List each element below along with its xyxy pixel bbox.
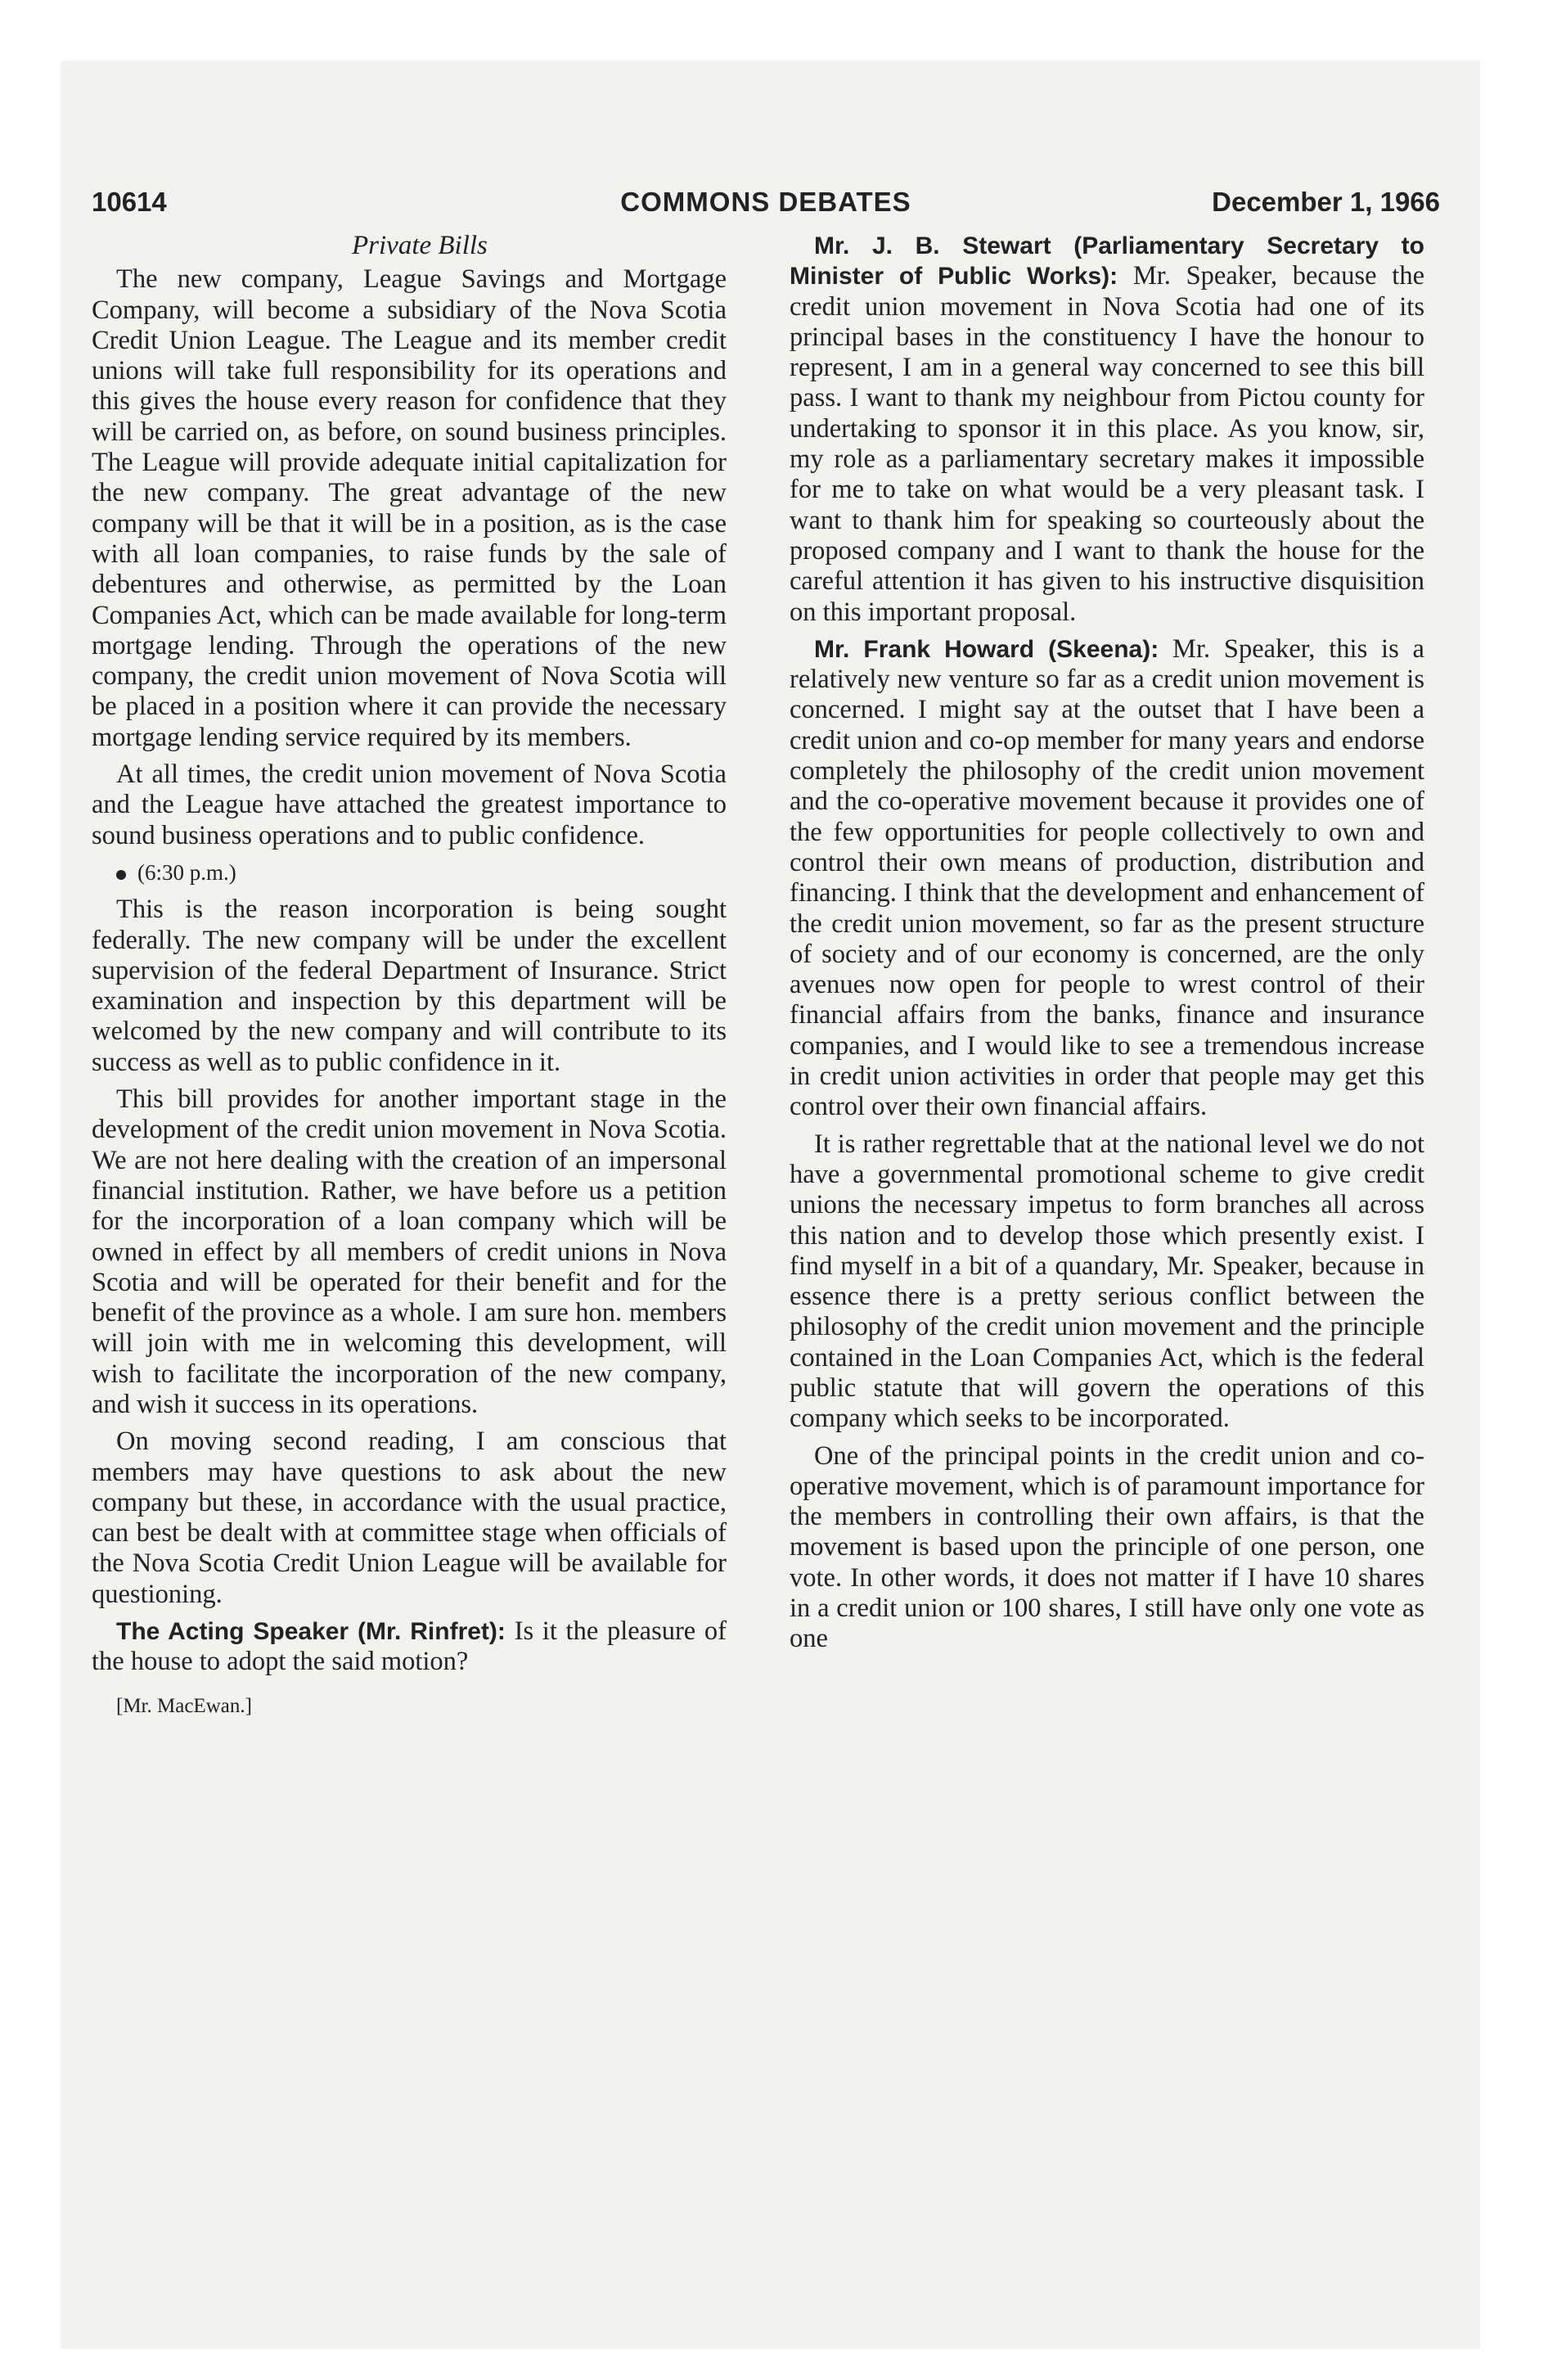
paragraph: This is the reason incorporation is being sought federally. The new company will be under the excellent supervision of the federal Department of Insurance. Strict examination and inspection by this department will be welcomed by the new company and will contribute to its success as well as to public confidence in it. [92, 895, 727, 1077]
speech-paragraph [790, 231, 1424, 628]
speech-text: Mr. Speaker, this is a relatively new venture so far as a credit union movement is concerned. I might say at the outset that I have been a credit union and co-op member for many years and endorse completely the philosophy of the credit union movement and the co-operative movement because it provides one of the few opportunities for people collectively to own and control their own means of production, distribution and financing. I think that the development and enhancement of the credit union movement, so far as the present structure of society and of our economy is concerned, are the only avenues now open for people to wrest control of their financial affairs from the banks, finance and insurance companies, and I would like to see a tremendous increase in credit union activities in order that people may get this control over their own financial affairs. [790, 633, 1424, 1122]
timestamp [116, 858, 727, 888]
speaker-name: The Acting Speaker (Mr. Rinfret): [116, 1618, 506, 1646]
speech-text: Mr. Speaker, because the credit union movement in Nova Scotia had one of its principal bases in the constituency I have the honour to represent, I am in a general way concerned to see this bill pass. I want to thank my neighbour from Pictou county for undertaking to sponsor it in this place. As you know, sir, my role as a parliamentary secretary makes it impossible for me to take on what would be a very pleasant task. I want to thank him for speaking so courteously about the proposed company and I want to thank the house for the careful attention it has given to his instructive disquisition on this important proposal. [790, 261, 1424, 627]
page-date: December 1, 1966 [1212, 187, 1440, 217]
timestamp-text: (6:30 p.m.) [137, 859, 236, 885]
section-heading: Private Bills [352, 231, 488, 260]
page-footer: [Mr. MacEwan.] [116, 1694, 252, 1717]
speech-text: Is it the pleasure of the house to adopt the said motion? [92, 1616, 727, 1677]
publication-title: COMMONS DEBATES [620, 187, 911, 217]
right-column [790, 231, 1424, 1661]
page-number: 10614 [92, 187, 167, 217]
paragraph: This bill provides for another important stage in the development of the credit union movement in Nova Scotia. We are not here dealing with the creation of an impersonal financial institution. Rather, we have before us a petition for the incorporation of a loan company which will be owned in effect by all members of credit unions in Nova Scotia and will be operated for their benefit and for the benefit of the province as a whole. I am sure hon. members will join with me in welcoming this development, will wish to facilitate the incorporation of the new company, and wish it success in its operations. [92, 1084, 727, 1419]
speech-paragraph [790, 634, 1424, 1123]
speech-paragraph [92, 1616, 727, 1678]
speaker-name: Mr. Frank Howard (Skeena): [814, 635, 1159, 663]
page-header [92, 187, 1440, 229]
paragraph: The new company, League Savings and Mortgage Company, will become a subsidiary of the Nova Scotia Credit Union League. The League and its member credit unions will take full responsibility for its operations and this gives the house every reason for confidence that they will be carried on, as before, on sound business principles. The League will provide adequate initial capitalization for the new company. The great advantage of the new company will be that it will be in a position, as is the case with all loan companies, to raise funds by the sale of debentures and otherwise, as permitted by the Loan Companies Act, which can be made available for long-term mortgage lending. Through the operations of the new company, the credit union movement of Nova Scotia will be placed in a position where it can provide the necessary mortgage lending service required by its members. [92, 264, 727, 752]
paragraph: One of the principal points in the credit union and co-operative movement, which is of paramount importance for the members in controlling their own affairs, is that the movement is based upon the principle of one person, one vote. In other words, it does not matter if I have 10 shares in a credit union or 100 shares, I still have only one vote as one [790, 1440, 1424, 1654]
paragraph: At all times, the credit union movement of Nova Scotia and the League have attached the greatest importance to sound business operations and to public confidence. [92, 760, 727, 850]
bullet-icon [116, 870, 126, 880]
speaker-name: Mr. J. B. Stewart (Parliamentary Secretary to Minister of Public Works): [790, 232, 1424, 291]
left-column [92, 231, 727, 1721]
paragraph: It is rather regrettable that at the national level we do not have a governmental promotional scheme to give credit unions the necessary impetus to form branches all across this nation and to develop those which presently exist. I find myself in a bit of a quandary, Mr. Speaker, because in essence there is a pretty serious conflict between the philosophy of the credit union movement and the principle contained in the Loan Companies Act, which is the federal public statute that will govern the operations of this company which seeks to be incorporated. [790, 1129, 1424, 1434]
paragraph: On moving second reading, I am conscious that members may have questions to ask about the new company but these, in accordance with the usual practice, can best be dealt with at committee stage when officials of the Nova Scotia Credit Union League will be available for questioning. [92, 1427, 727, 1609]
